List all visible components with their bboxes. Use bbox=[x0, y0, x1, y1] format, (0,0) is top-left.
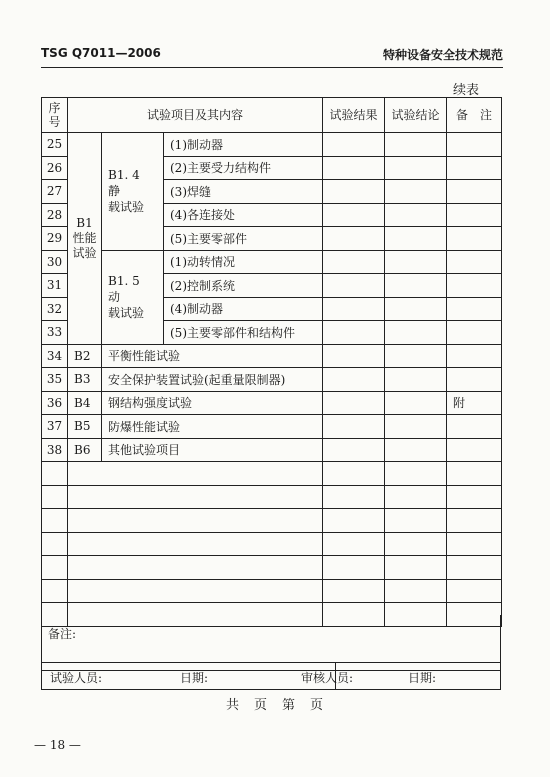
row-number: 34 bbox=[42, 344, 68, 368]
empty-cell[interactable] bbox=[323, 579, 385, 603]
result-cell[interactable] bbox=[323, 180, 385, 204]
table-row bbox=[42, 415, 502, 439]
result-cell[interactable] bbox=[323, 391, 385, 415]
remarks-cell[interactable] bbox=[447, 250, 502, 274]
row-number: 38 bbox=[42, 438, 68, 462]
result-cell[interactable] bbox=[323, 156, 385, 180]
empty-cell[interactable] bbox=[323, 485, 385, 509]
item-text: (1)制动器 bbox=[164, 133, 323, 157]
table-row bbox=[42, 368, 502, 392]
result-cell[interactable] bbox=[323, 227, 385, 251]
item-text: 平衡性能试验 bbox=[102, 344, 323, 368]
item-text: 其他试验项目 bbox=[102, 438, 323, 462]
item-text: (1)动转情况 bbox=[164, 250, 323, 274]
item-text: (2)主要受力结构件 bbox=[164, 156, 323, 180]
conclusion-cell[interactable] bbox=[385, 344, 447, 368]
remarks-cell[interactable] bbox=[447, 203, 502, 227]
page-number: — 18 — bbox=[34, 738, 81, 752]
signature-row bbox=[41, 662, 501, 690]
item-text: (3)焊缝 bbox=[164, 180, 323, 204]
table-row bbox=[42, 250, 502, 274]
result-cell[interactable] bbox=[323, 297, 385, 321]
empty-cell[interactable] bbox=[323, 462, 385, 486]
item-text: 钢结构强度试验 bbox=[102, 391, 323, 415]
remarks-cell[interactable] bbox=[447, 156, 502, 180]
empty-cell[interactable] bbox=[323, 556, 385, 580]
empty-cell[interactable] bbox=[42, 509, 68, 533]
empty-cell[interactable] bbox=[68, 485, 323, 509]
empty-cell[interactable] bbox=[68, 462, 323, 486]
empty-row bbox=[42, 532, 502, 556]
conclusion-cell[interactable] bbox=[385, 227, 447, 251]
group-b1-label: B1 性能 试验 bbox=[68, 133, 102, 345]
conclusion-cell[interactable] bbox=[385, 368, 447, 392]
subgroup-b15-label: B1. 5 动 载试验 bbox=[102, 250, 164, 344]
result-cell[interactable] bbox=[323, 438, 385, 462]
page-count-line: 共 页 第 页 bbox=[225, 698, 324, 713]
row-number: 35 bbox=[42, 368, 68, 392]
empty-cell[interactable] bbox=[385, 556, 447, 580]
conclusion-cell[interactable] bbox=[385, 438, 447, 462]
row-number: 29 bbox=[42, 227, 68, 251]
header-rule bbox=[41, 67, 503, 68]
empty-row bbox=[42, 509, 502, 533]
empty-cell[interactable] bbox=[323, 509, 385, 533]
remarks-cell[interactable] bbox=[447, 297, 502, 321]
item-text: (5)主要零部件和结构件 bbox=[164, 321, 323, 345]
row-number: 37 bbox=[42, 415, 68, 439]
conclusion-cell[interactable] bbox=[385, 203, 447, 227]
remarks-cell[interactable]: 附 bbox=[447, 391, 502, 415]
remarks-cell[interactable] bbox=[447, 438, 502, 462]
empty-cell[interactable] bbox=[42, 532, 68, 556]
table-row bbox=[42, 391, 502, 415]
col-header-seq: 序 号 bbox=[42, 98, 68, 133]
empty-row bbox=[42, 485, 502, 509]
table-row bbox=[42, 133, 502, 157]
empty-row bbox=[42, 579, 502, 603]
empty-cell[interactable] bbox=[385, 485, 447, 509]
conclusion-cell[interactable] bbox=[385, 156, 447, 180]
result-cell[interactable] bbox=[323, 274, 385, 298]
empty-cell[interactable] bbox=[385, 532, 447, 556]
row-number: 26 bbox=[42, 156, 68, 180]
empty-cell[interactable] bbox=[447, 579, 502, 603]
continued-label: 续表 bbox=[453, 83, 480, 98]
result-cell[interactable] bbox=[323, 203, 385, 227]
result-cell[interactable] bbox=[323, 133, 385, 157]
empty-cell[interactable] bbox=[68, 509, 323, 533]
item-code: B6 bbox=[68, 438, 102, 462]
empty-cell[interactable] bbox=[68, 579, 323, 603]
empty-cell[interactable] bbox=[68, 556, 323, 580]
conclusion-cell[interactable] bbox=[385, 297, 447, 321]
empty-cell[interactable] bbox=[385, 579, 447, 603]
row-number: 32 bbox=[42, 297, 68, 321]
empty-cell[interactable] bbox=[385, 462, 447, 486]
test-record-table bbox=[41, 97, 502, 627]
result-cell[interactable] bbox=[323, 344, 385, 368]
empty-cell[interactable] bbox=[42, 462, 68, 486]
conclusion-cell[interactable] bbox=[385, 321, 447, 345]
empty-cell[interactable] bbox=[447, 509, 502, 533]
row-number: 36 bbox=[42, 391, 68, 415]
item-code: B5 bbox=[68, 415, 102, 439]
remarks-cell[interactable] bbox=[447, 133, 502, 157]
item-text: (5)主要零部件 bbox=[164, 227, 323, 251]
conclusion-cell[interactable] bbox=[385, 274, 447, 298]
empty-row bbox=[42, 462, 502, 486]
empty-cell[interactable] bbox=[447, 462, 502, 486]
row-number: 30 bbox=[42, 250, 68, 274]
item-text: 安全保护装置试验(起重量限制器) bbox=[102, 368, 323, 392]
item-text: (4)制动器 bbox=[164, 297, 323, 321]
result-cell[interactable] bbox=[323, 321, 385, 345]
empty-cell[interactable] bbox=[68, 532, 323, 556]
conclusion-cell[interactable] bbox=[385, 180, 447, 204]
table-header-row bbox=[42, 98, 502, 133]
conclusion-cell[interactable] bbox=[385, 415, 447, 439]
row-number: 33 bbox=[42, 321, 68, 345]
item-text: (4)各连接处 bbox=[164, 203, 323, 227]
empty-cell[interactable] bbox=[42, 556, 68, 580]
empty-cell[interactable] bbox=[447, 532, 502, 556]
date-label-2: 日期: bbox=[408, 671, 437, 685]
standard-code: TSG Q7011—2006 bbox=[41, 46, 161, 60]
item-code: B2 bbox=[68, 344, 102, 368]
col-header-result: 试验结果 bbox=[323, 98, 385, 133]
date-label-1: 日期: bbox=[180, 671, 209, 685]
remarks-cell[interactable] bbox=[447, 180, 502, 204]
empty-cell[interactable] bbox=[42, 485, 68, 509]
conclusion-cell[interactable] bbox=[385, 391, 447, 415]
col-header-conclusion: 试验结论 bbox=[385, 98, 447, 133]
item-code: B3 bbox=[68, 368, 102, 392]
result-cell[interactable] bbox=[323, 368, 385, 392]
remarks-cell[interactable] bbox=[447, 321, 502, 345]
empty-cell[interactable] bbox=[323, 532, 385, 556]
row-number: 27 bbox=[42, 180, 68, 204]
subgroup-b14-label: B1. 4 静 载试验 bbox=[102, 133, 164, 251]
item-text: 防爆性能试验 bbox=[102, 415, 323, 439]
table-row bbox=[42, 344, 502, 368]
spec-title: 特种设备安全技术规范 bbox=[382, 48, 503, 62]
conclusion-cell[interactable] bbox=[385, 250, 447, 274]
col-header-item: 试验项目及其内容 bbox=[68, 98, 323, 133]
col-header-remarks: 备 注 bbox=[447, 98, 502, 133]
tester-label: 试验人员: bbox=[50, 671, 103, 685]
remarks-cell[interactable] bbox=[447, 368, 502, 392]
row-number: 25 bbox=[42, 133, 68, 157]
empty-cell[interactable] bbox=[447, 556, 502, 580]
item-text: (2)控制系统 bbox=[164, 274, 323, 298]
result-cell[interactable] bbox=[323, 415, 385, 439]
empty-cell[interactable] bbox=[385, 509, 447, 533]
empty-cell[interactable] bbox=[447, 485, 502, 509]
notes-label: 备注: bbox=[48, 627, 77, 641]
row-number: 31 bbox=[42, 274, 68, 298]
reviewer-label: 审核人员: bbox=[301, 671, 354, 685]
result-cell[interactable] bbox=[323, 250, 385, 274]
remarks-cell[interactable] bbox=[447, 415, 502, 439]
row-number: 28 bbox=[42, 203, 68, 227]
empty-row bbox=[42, 556, 502, 580]
table-row bbox=[42, 438, 502, 462]
item-code: B4 bbox=[68, 391, 102, 415]
conclusion-cell[interactable] bbox=[385, 133, 447, 157]
empty-cell[interactable] bbox=[42, 579, 68, 603]
remarks-cell[interactable] bbox=[447, 227, 502, 251]
remarks-cell[interactable] bbox=[447, 344, 502, 368]
remarks-cell[interactable] bbox=[447, 274, 502, 298]
